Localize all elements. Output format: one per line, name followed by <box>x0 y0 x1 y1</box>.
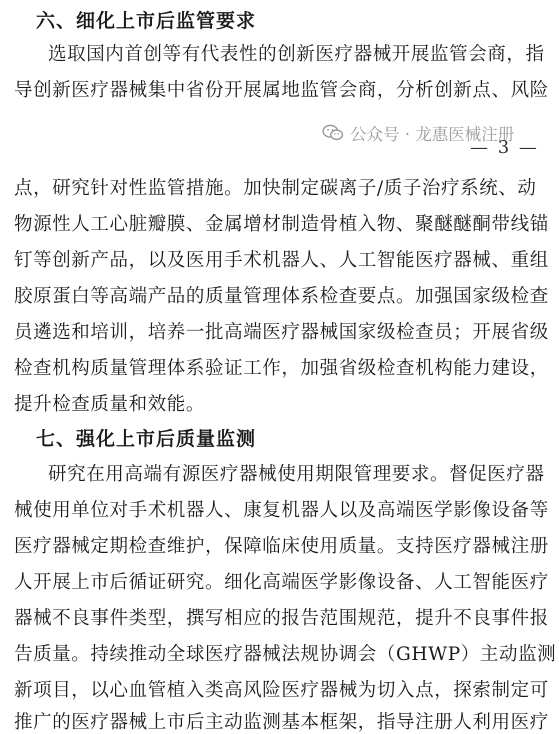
section-6-line-1: 选取国内首创等有代表性的创新医疗器械开展监管会商，指 <box>48 44 545 65</box>
section-7-line-8: 推广的医疗器械上市后主动监测基本框架，指导注册人利用医疗 <box>14 712 549 733</box>
watermark-text: 公众号 · 龙惠医械注册 <box>350 125 515 144</box>
section-7-line-5: 器械不良事件类型，撰写相应的报告范围规范，提升不良事件报 <box>14 608 549 629</box>
section-6-line-7: 员遴选和培训，培养一批高端医疗器械国家级检查员；开展省级 <box>14 322 549 343</box>
section-6-heading: 六、细化上市后监管要求 <box>36 10 257 32</box>
section-6-line-6: 胶原蛋白等高端产品的质量管理体系检查要点。加强国家级检查 <box>14 286 549 307</box>
section-6-line-4: 物源性人工心脏瓣膜、金属增材制造骨植入物、聚醚醚酮带线锚 <box>14 214 549 235</box>
section-7-heading: 七、强化上市后质量监测 <box>36 428 257 450</box>
section-7-line-4: 人开展上市后循证研究。细化高端医学影像设备、人工智能医疗 <box>14 572 549 593</box>
section-7-line-1: 研究在用高端有源医疗器械使用期限管理要求。督促医疗器 <box>48 464 545 485</box>
section-7-line-3: 医疗器械定期检查维护，保障临床使用质量。支持医疗器械注册 <box>14 536 549 557</box>
section-6-line-2: 导创新医疗器械集中省份开展属地监管会商，分析创新点、风险 <box>14 80 549 101</box>
section-7-line-7: 新项目，以心血管植入类高风险医疗器械为切入点，探索制定可 <box>14 680 549 701</box>
section-6-line-5: 钉等创新产品，以及医用手术机器人、人工智能医疗器械、重组 <box>14 250 549 271</box>
section-6-line-8: 检查机构质量管理体系验证工作，加强省级检查机构能力建设， <box>14 358 549 379</box>
section-6-line-9: 提升检查质量和效能。 <box>14 394 206 415</box>
section-6-line-3: 点，研究针对性监管措施。加快制定碳离子/质子治疗系统、动 <box>14 178 537 199</box>
section-7-line-2: 械使用单位对手术机器人、康复机器人以及高端医学影像设备等 <box>14 500 549 521</box>
page-number: — 3 — <box>470 137 539 158</box>
section-7-line-6: 告质量。持续推动全球医疗器械法规协调会（GHWP）主动监测 <box>14 644 557 665</box>
wechat-icon <box>322 124 344 142</box>
